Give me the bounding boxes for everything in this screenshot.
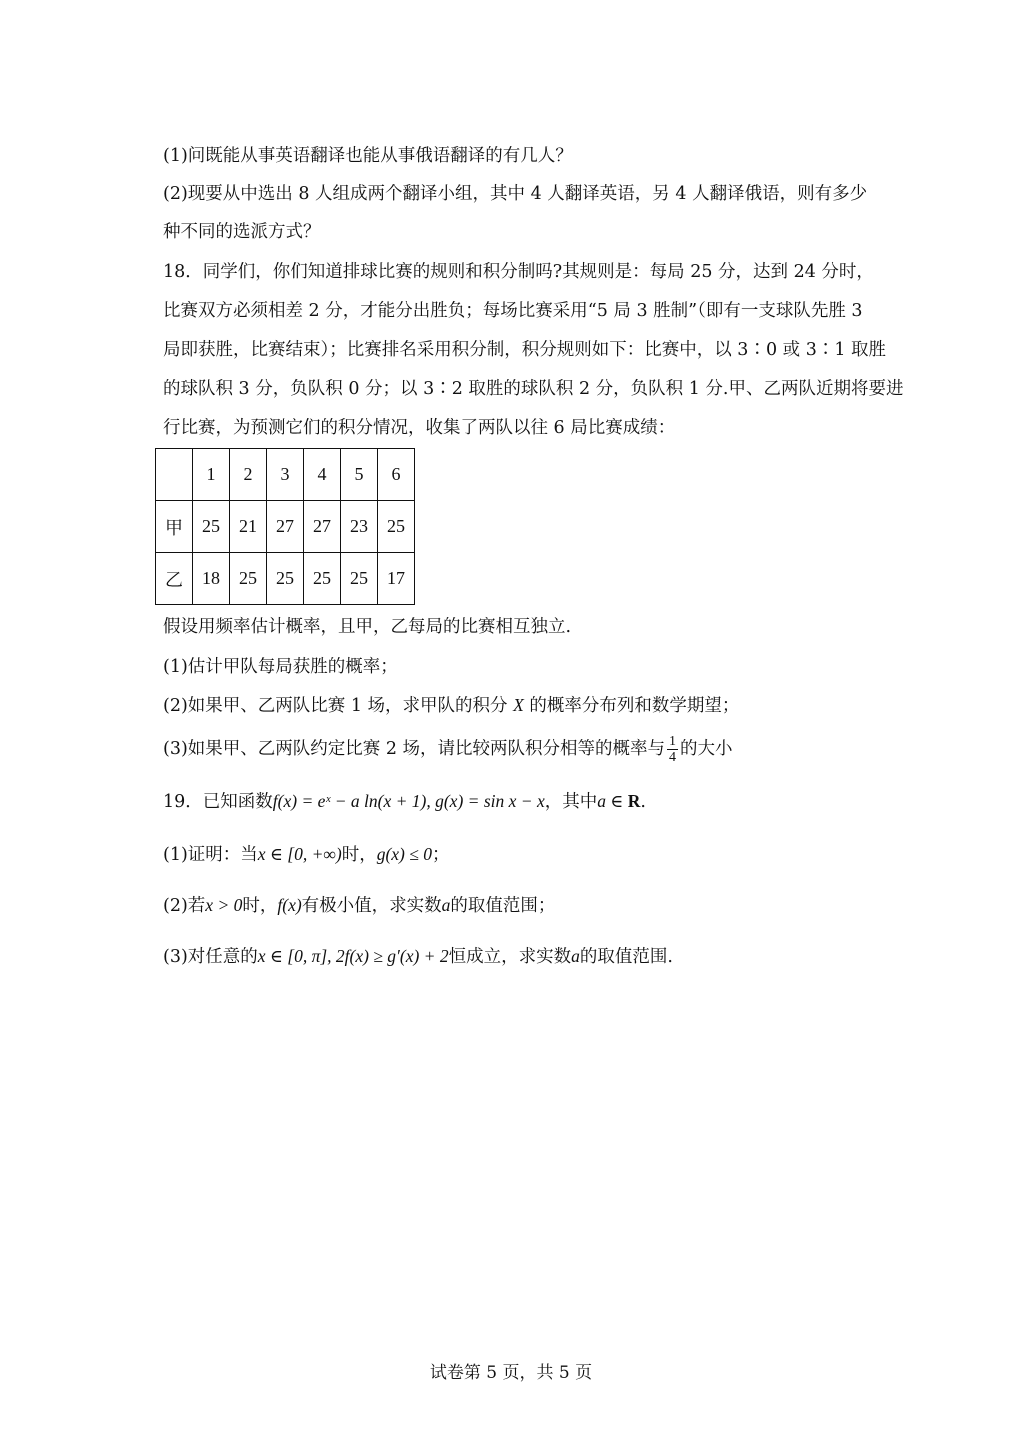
table-cell: 21 [230, 501, 267, 553]
table-cell: 25 [378, 501, 415, 553]
table-header-cell: 6 [378, 449, 415, 501]
q19-part2-text-d: 的取值范围； [450, 896, 556, 916]
q18-line5: 行比赛，为预测它们的积分情况，收集了两队以往 6 局比赛成绩： [163, 418, 676, 438]
table-header-cell [156, 449, 193, 501]
q19-part3 [163, 944, 673, 969]
score-table [155, 448, 415, 605]
team-label: 乙 [156, 553, 193, 605]
q17-part2-line2: 种不同的选派方式？ [163, 222, 321, 242]
q19-part3-text-a: (3)对任意的 [163, 947, 258, 967]
q19-part1-text-c: ； [431, 845, 450, 865]
q19-part2-text-a: (2)若 [163, 896, 206, 916]
variable-a: a [571, 946, 580, 966]
table-row [156, 501, 415, 553]
q19-intro-text-b: ，其中 [544, 792, 598, 812]
fraction-numerator: 1 [669, 734, 677, 749]
q19-part1-text-b: 时， [341, 845, 377, 865]
q19-function-def: f(x) = eˣ − a ln(x + 1), g(x) = sin x − x [272, 791, 545, 811]
q19-part1-inequality: g(x) ≤ 0 [376, 844, 432, 864]
q18-part1: (1)估计甲队每局获胜的概率； [163, 657, 398, 677]
table-row [156, 553, 415, 605]
q19-part2-function: f(x) [277, 895, 302, 915]
variable-a: a [441, 895, 451, 915]
q19-part3-text-c: 的取值范围. [579, 947, 673, 967]
variable-x: X [513, 695, 524, 715]
fraction-one-quarter [667, 734, 678, 765]
q19-intro [163, 789, 646, 814]
table-cell: 17 [378, 553, 415, 605]
q19-part2 [163, 893, 555, 918]
q18-line3: 局即获胜，比赛结束）；比赛排名采用积分制，积分规则如下：比赛中，以 3∶0 或 3∶1 取胜 [163, 340, 887, 360]
q19-part3-text-b: 恒成立，求实数 [448, 947, 572, 967]
q19-part1-text-a: (1)证明：当 [163, 845, 258, 865]
real-numbers-symbol: R [627, 791, 641, 811]
q18-part2-text-b: 的概率分布列和数学期望； [523, 696, 740, 716]
q19-part2-condition: x > 0 [205, 895, 243, 915]
table-header-row [156, 449, 415, 501]
q18-assumption: 假设用频率估计概率，且甲，乙每局的比赛相互独立. [163, 617, 572, 637]
q17-part2-line1: (2)现要从中选出 8 人组成两个翻译小组，其中 4 人翻译英语，另 4 人翻译俄语，则有多少 [163, 184, 868, 204]
table-cell: 25 [230, 553, 267, 605]
q18-part2 [163, 693, 739, 718]
q18-line2: 比赛双方必须相差 2 分，才能分出胜负；每场比赛采用“5 局 3 胜制”（即有一支球队先胜 3 [163, 301, 863, 321]
table-cell: 18 [193, 553, 230, 605]
q18-part2-text-a: (2)如果甲、乙两队比赛 1 场，求甲队的积分 [163, 696, 514, 716]
q18-part3 [163, 734, 733, 765]
table-cell: 25 [267, 553, 304, 605]
table-header-cell: 3 [267, 449, 304, 501]
table-header-cell: 5 [341, 449, 378, 501]
q19-part2-text-b: 时， [242, 896, 278, 916]
table-cell: 27 [267, 501, 304, 553]
table-cell: 25 [193, 501, 230, 553]
table-header-cell: 1 [193, 449, 230, 501]
q18-line4: 的球队积 3 分，负队积 0 分；以 3∶2 取胜的球队积 2 分，负队积 1 分.甲、乙两队近期将要进 [163, 379, 904, 399]
q17-part1: (1)问既能从事英语翻译也能从事俄语翻译的有几人？ [163, 146, 573, 166]
table-cell: 23 [341, 501, 378, 553]
q19-intro-end: . [640, 792, 646, 812]
page-footer: 试卷第 5 页，共 5 页 [429, 1363, 593, 1383]
q19-part1-interval: x ∈ [0, +∞) [257, 844, 342, 864]
q18-part3-text-b: 的大小 [680, 739, 733, 759]
q19-part3-inequality: x ∈ [0, π], 2f(x) ≥ g′(x) + 2 [257, 946, 449, 966]
table-cell: 25 [304, 553, 341, 605]
q19-condition: a ∈ [597, 791, 628, 811]
q18-line1: 18．同学们，你们知道排球比赛的规则和积分制吗?其规则是：每局 25 分，达到 24 分时， [163, 262, 874, 282]
q19-part2-text-c: 有极小值，求实数 [301, 896, 442, 916]
fraction-denominator: 4 [669, 750, 677, 765]
table-header-cell: 4 [304, 449, 341, 501]
table-header-cell: 2 [230, 449, 267, 501]
table-cell: 25 [341, 553, 378, 605]
team-label: 甲 [156, 501, 193, 553]
q18-part3-text-a: (3)如果甲、乙两队约定比赛 2 场，请比较两队积分相等的概率与 [163, 739, 666, 759]
q19-intro-text-a: 19．已知函数 [163, 792, 273, 812]
table-cell: 27 [304, 501, 341, 553]
q19-part1 [163, 842, 449, 867]
